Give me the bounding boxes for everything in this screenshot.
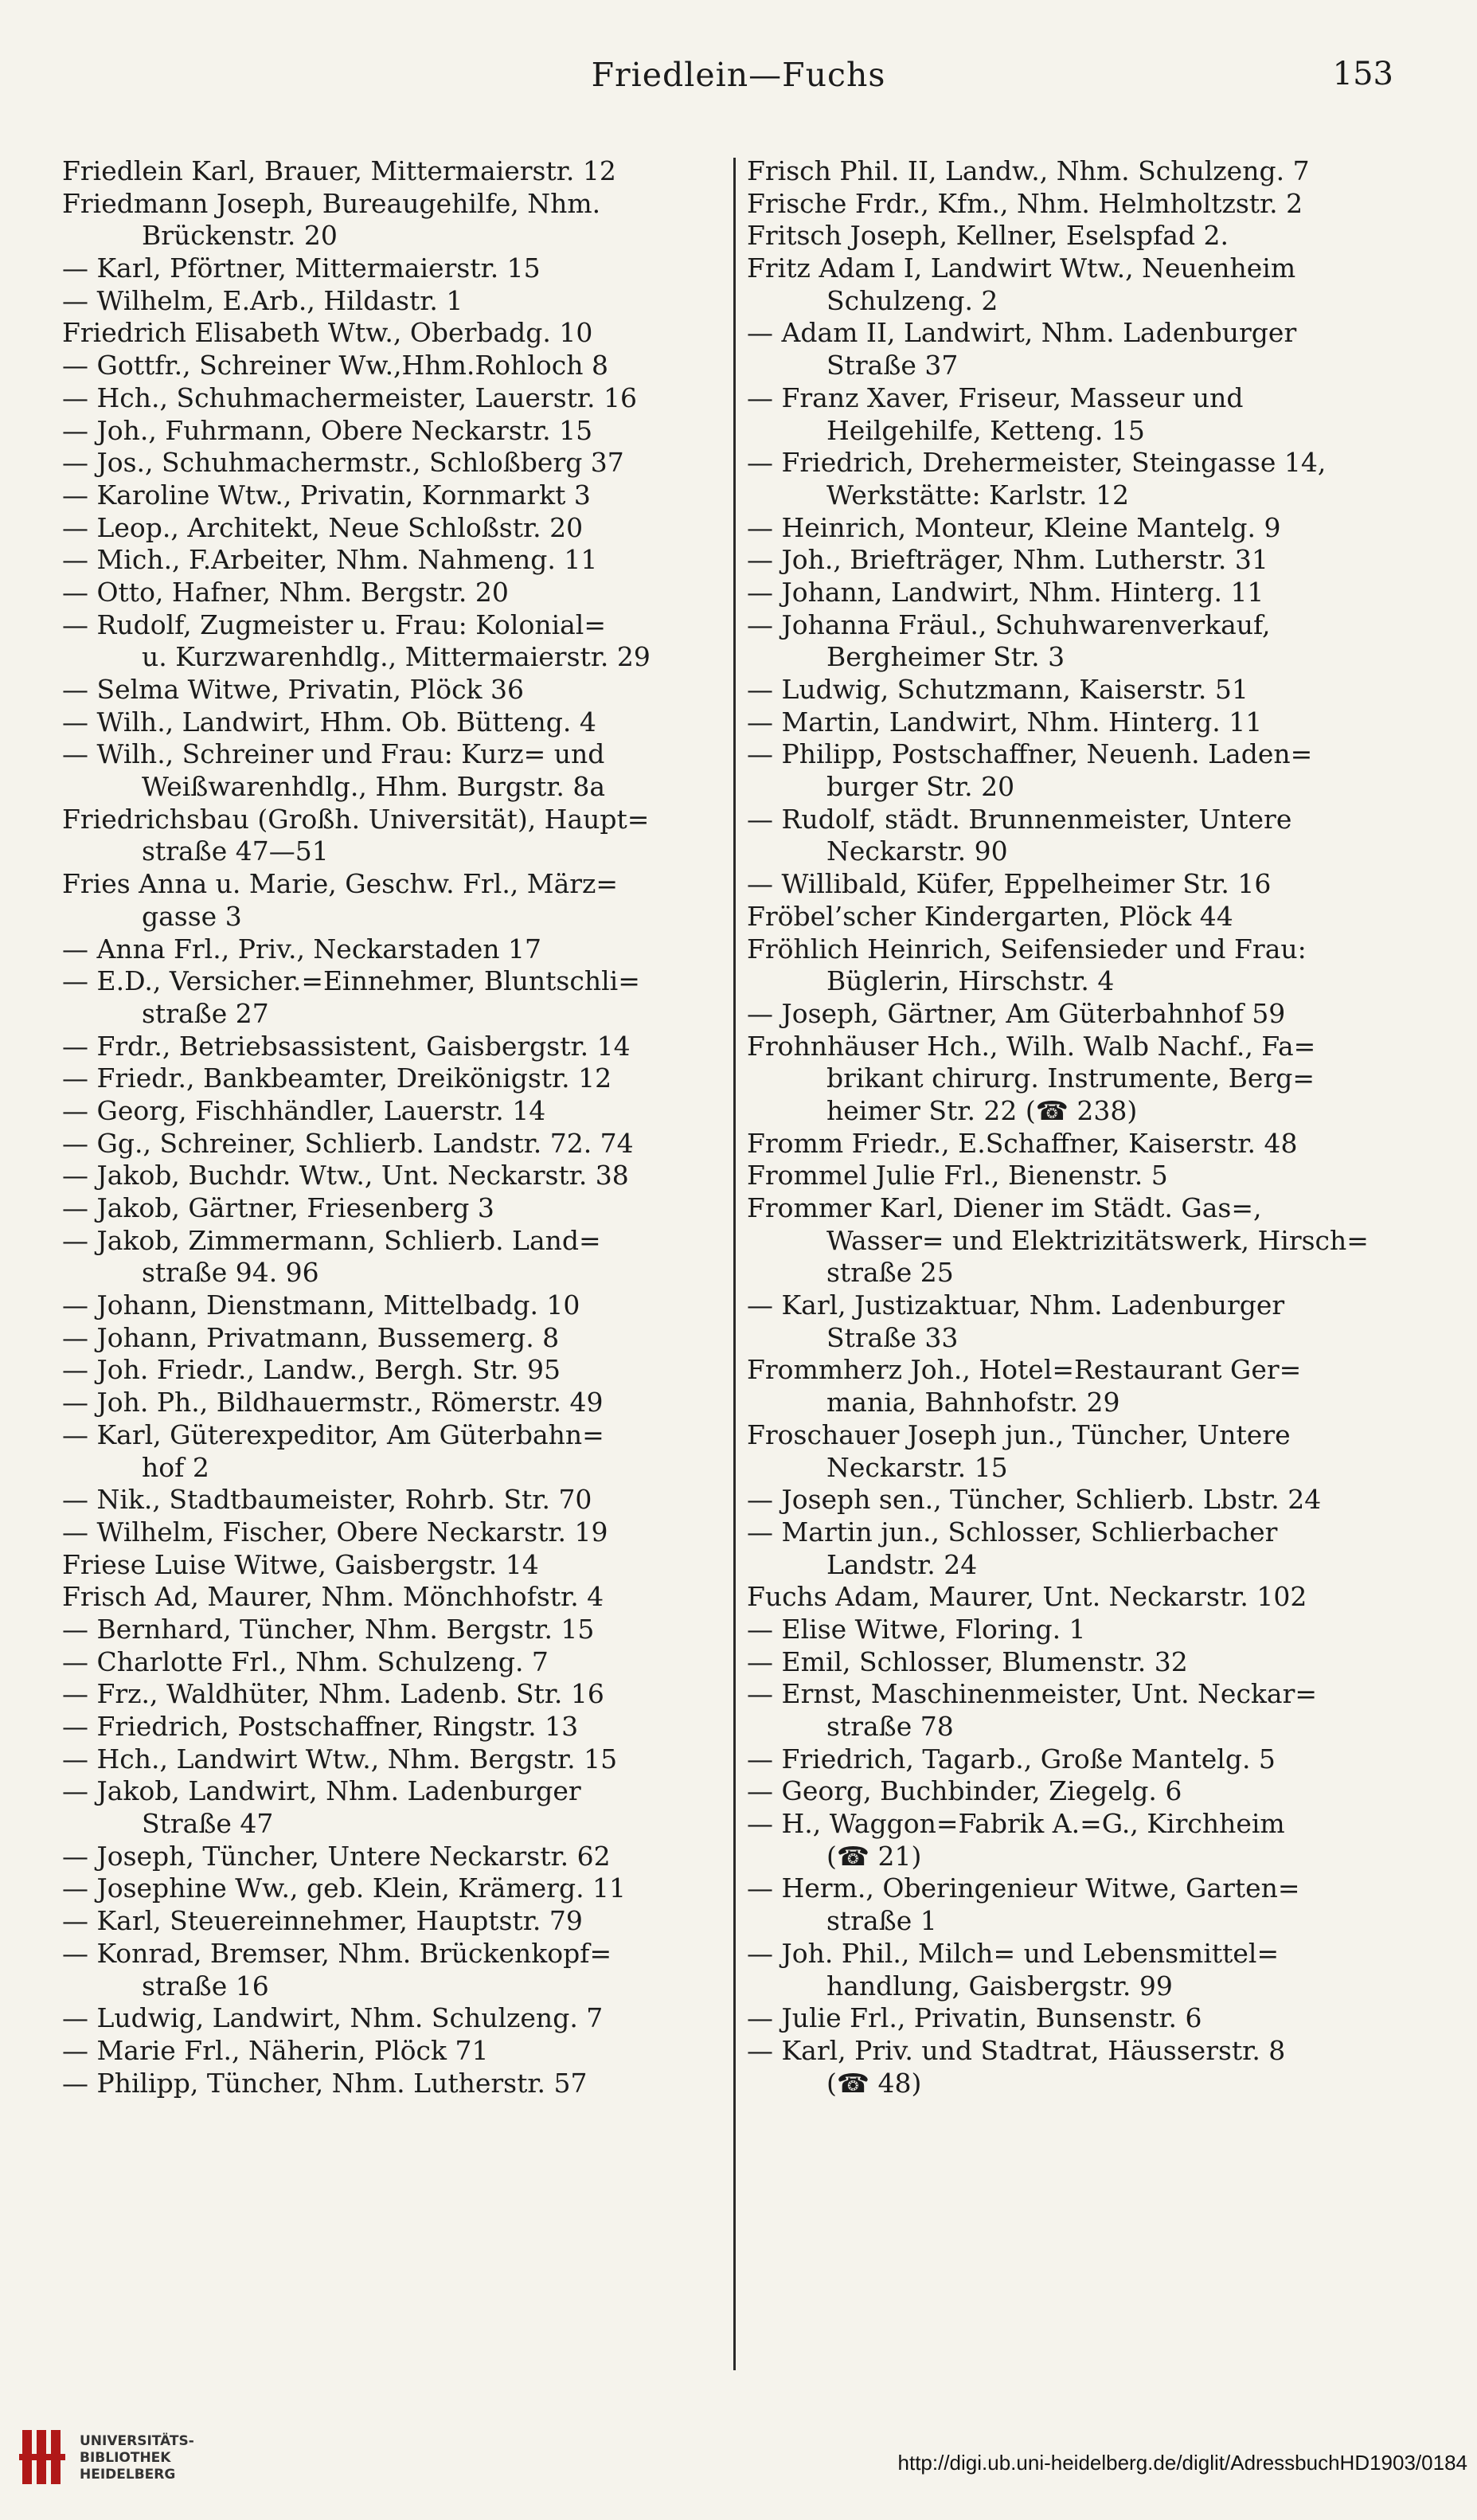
directory-entry-line: — Karl, Steuereinnehmer, Hauptstr. 79 [62, 1905, 583, 1937]
running-title: Friedlein—Fuchs [591, 56, 886, 94]
directory-entry-line: — Johanna Fräul., Schuhwarenverkauf, [747, 608, 1271, 640]
directory-entry-line: — Wilh., Landwirt, Hhm. Ob. Bütteng. 4 [62, 706, 596, 738]
directory-entry-line: straße 27 [142, 997, 269, 1029]
directory-entry-line: — Friedrich, Tagarb., Große Mantelg. 5 [747, 1743, 1276, 1775]
directory-entry-line: — Joh. Ph., Bildhauermstr., Römerstr. 49 [62, 1387, 604, 1418]
directory-entry-line: — Leop., Architekt, Neue Schloßstr. 20 [62, 511, 584, 543]
logo-line: HEIDELBERG [80, 2467, 176, 2483]
directory-entry-line: — Philipp, Postschaffner, Neuenh. Laden= [747, 738, 1313, 770]
directory-entry-line: (☎ 48) [826, 2067, 922, 2099]
directory-entry-line: — Joseph, Gärtner, Am Güterbahnhof 59 [747, 997, 1286, 1029]
directory-entry-line: — Martin jun., Schlosser, Schlierbacher [747, 1516, 1278, 1548]
library-logo-text [80, 2433, 194, 2483]
directory-entry-line: — Georg, Buchbinder, Ziegelg. 6 [747, 1775, 1182, 1807]
directory-entry-line: — Joseph sen., Tüncher, Schlierb. Lbstr. 24 [747, 1484, 1322, 1516]
directory-entry-line: straße 78 [826, 1711, 954, 1742]
directory-entry-line: — Jakob, Landwirt, Nhm. Ladenburger [62, 1775, 581, 1807]
directory-entry-line: — Frz., Waldhüter, Nhm. Ladenb. Str. 16 [62, 1678, 604, 1710]
directory-entry-line: — Friedrich, Drehermeister, Steingasse 14, [747, 447, 1327, 479]
directory-entry-line: Neckarstr. 90 [826, 835, 1008, 867]
directory-entry-line: straße 47—51 [142, 835, 329, 867]
directory-entry-line: Straße 47 [142, 1808, 274, 1840]
directory-entry-line: — Joh. Friedr., Landw., Bergh. Str. 95 [62, 1354, 561, 1386]
directory-entry-line: Frommherz Joh., Hotel=Restaurant Ger= [747, 1354, 1302, 1386]
directory-entry-line: — Adam II, Landwirt, Nhm. Ladenburger [747, 317, 1297, 349]
directory-entry-line: — Gottfr., Schreiner Ww.,Hhm.Rohloch 8 [62, 350, 608, 382]
directory-entry-line: Bergheimer Str. 3 [826, 641, 1065, 673]
directory-entry-line: — Konrad, Bremser, Nhm. Brückenkopf= [62, 1937, 612, 1969]
directory-entry-line: — Rudolf, Zugmeister u. Frau: Kolonial= [62, 608, 607, 640]
directory-entry-line: Fröhlich Heinrich, Seifensieder und Frau: [747, 933, 1307, 965]
directory-entry-line: brikant chirurg. Instrumente, Berg= [826, 1062, 1315, 1094]
page-footer [0, 2417, 1477, 2505]
directory-entry-line: Friese Luise Witwe, Gaisbergstr. 14 [62, 1548, 539, 1580]
directory-entry-line: — Julie Frl., Privatin, Bunsenstr. 6 [747, 2002, 1202, 2034]
directory-entry-line: — Bernhard, Tüncher, Nhm. Bergstr. 15 [62, 1613, 595, 1645]
directory-entry-line: Friedrichsbau (Großh. Universität), Haupt= [62, 803, 650, 835]
directory-entry-line: — Jakob, Buchdr. Wtw., Unt. Neckarstr. 38 [62, 1160, 629, 1192]
directory-entry-line: Friedrich Elisabeth Wtw., Oberbadg. 10 [62, 317, 593, 349]
page-number: 153 [1332, 56, 1393, 92]
directory-entry-line: Fritsch Joseph, Kellner, Eselspfad 2. [747, 220, 1229, 252]
directory-entry-line: — Frdr., Betriebsassistent, Gaisbergstr. 14 [62, 1030, 631, 1062]
directory-entry-line: — Friedrich, Postschaffner, Ringstr. 13 [62, 1711, 579, 1742]
directory-entry-line: — Karl, Güterexpeditor, Am Güterbahn= [62, 1418, 604, 1450]
directory-entry-line: — Mich., F.Arbeiter, Nhm. Nahmeng. 11 [62, 544, 598, 576]
directory-entry-line: Frohnhäuser Hch., Wilh. Walb Nachf., Fa= [747, 1030, 1316, 1062]
left-column [62, 155, 723, 2385]
directory-entry-line: u. Kurzwarenhdlg., Mittermaierstr. 29 [142, 641, 651, 673]
directory-entry-line: straße 1 [826, 1905, 937, 1937]
directory-entry-line: — Otto, Hafner, Nhm. Bergstr. 20 [62, 576, 509, 608]
directory-entry-line: (☎ 21) [826, 1840, 922, 1872]
directory-entry-line: straße 94. 96 [142, 1257, 319, 1289]
directory-entry-line: — Hch., Landwirt Wtw., Nhm. Bergstr. 15 [62, 1743, 618, 1775]
directory-entry-line: Froschauer Joseph jun., Tüncher, Untere [747, 1418, 1291, 1450]
directory-entry-line: — Joh., Fuhrmann, Obere Neckarstr. 15 [62, 414, 593, 446]
directory-entry-line: — Ludwig, Schutzmann, Kaiserstr. 51 [747, 674, 1248, 705]
directory-entry-line: — Anna Frl., Priv., Neckarstaden 17 [62, 933, 542, 965]
directory-entry-line: — Marie Frl., Näherin, Plöck 71 [62, 2034, 489, 2066]
directory-entry-line: Wasser= und Elektrizitätswerk, Hirsch= [826, 1224, 1369, 1256]
directory-entry-line: — H., Waggon=Fabrik A.=G., Kirchheim [747, 1808, 1285, 1840]
directory-entry-line: — Emil, Schlosser, Blumenstr. 32 [747, 1645, 1188, 1677]
directory-entry-line: Heilgehilfe, Ketteng. 15 [826, 414, 1145, 446]
directory-entry-line: Werkstätte: Karlstr. 12 [826, 479, 1130, 511]
directory-entry-line: — Josephine Ww., geb. Klein, Krämerg. 11 [62, 1872, 627, 1904]
directory-entry-line: Weißwarenhdlg., Hhm. Burgstr. 8a [142, 771, 606, 803]
directory-entry-line: — Wilhelm, Fischer, Obere Neckarstr. 19 [62, 1516, 608, 1548]
directory-entry-line: — Jakob, Zimmermann, Schlierb. Land= [62, 1224, 601, 1256]
directory-entry-line: — Johann, Landwirt, Nhm. Hinterg. 11 [747, 576, 1264, 608]
directory-entry-line: — Elise Witwe, Floring. 1 [747, 1613, 1086, 1645]
directory-entry-line: Fröbel’scher Kindergarten, Plöck 44 [747, 900, 1233, 932]
directory-entry-line: Fries Anna u. Marie, Geschw. Frl., März= [62, 868, 619, 900]
directory-entry-line: — Rudolf, städt. Brunnenmeister, Untere [747, 803, 1292, 835]
directory-entry-line: Frisch Ad, Maurer, Nhm. Mönchhofstr. 4 [62, 1581, 604, 1613]
directory-entry-line: — Joh. Phil., Milch= und Lebensmittel= [747, 1937, 1280, 1969]
directory-entry-line: mania, Bahnhofstr. 29 [826, 1387, 1120, 1418]
directory-entry-line: — Heinrich, Monteur, Kleine Mantelg. 9 [747, 511, 1281, 543]
directory-entry-line: Straße 37 [826, 350, 959, 382]
directory-entry-line: Fritz Adam I, Landwirt Wtw., Neuenheim [747, 252, 1296, 284]
directory-entry-line: — Hch., Schuhmachermeister, Lauerstr. 16 [62, 382, 638, 413]
directory-entry-line: handlung, Gaisbergstr. 99 [826, 1970, 1173, 2002]
logo-line: UNIVERSITÄTS- [80, 2433, 194, 2449]
directory-entry-line: straße 25 [826, 1257, 954, 1289]
directory-entry-line: straße 16 [142, 1970, 269, 2002]
directory-entry-line: Fromm Friedr., E.Schaffner, Kaiserstr. 48 [747, 1127, 1298, 1159]
directory-entry-line: — Friedr., Bankbeamter, Dreikönigstr. 12 [62, 1062, 612, 1094]
directory-entry-line: — Ernst, Maschinenmeister, Unt. Neckar= [747, 1678, 1318, 1710]
directory-entry-line: — Joh., Briefträger, Nhm. Lutherstr. 31 [747, 544, 1268, 576]
directory-entry-line: — Johann, Dienstmann, Mittelbadg. 10 [62, 1289, 580, 1321]
directory-entry-line: — E.D., Versicher.=Einnehmer, Bluntschli= [62, 965, 640, 997]
logo-line: BIBLIOTHEK [80, 2450, 171, 2466]
source-url-link[interactable]: http://digi.ub.uni-heidelberg.de/diglit/AdressbuchHD1903/0184 [897, 2451, 1467, 2475]
directory-entry-line: Straße 33 [826, 1321, 959, 1353]
directory-entry-line: heimer Str. 22 (☎ 238) [826, 1094, 1138, 1126]
page-header [0, 56, 1477, 112]
directory-entry-line: Fuchs Adam, Maurer, Unt. Neckarstr. 102 [747, 1581, 1307, 1613]
directory-entry-line: Friedmann Joseph, Bureaugehilfe, Nhm. [62, 187, 601, 219]
directory-entry-line: — Nik., Stadtbaumeister, Rohrb. Str. 70 [62, 1484, 592, 1516]
column-divider [733, 158, 736, 2370]
directory-entry-line: Frommel Julie Frl., Bienenstr. 5 [747, 1160, 1168, 1192]
library-logo-icon [16, 2425, 72, 2489]
directory-entry-line: Brückenstr. 20 [142, 220, 338, 252]
right-column [747, 155, 1400, 2385]
directory-entry-line: Neckarstr. 15 [826, 1451, 1008, 1483]
directory-entry-line: — Herm., Oberingenieur Witwe, Garten= [747, 1872, 1300, 1904]
directory-entry-line: — Ludwig, Landwirt, Nhm. Schulzeng. 7 [62, 2002, 604, 2034]
directory-entry-line: Schulzeng. 2 [826, 284, 998, 316]
directory-entry-line: Landstr. 24 [826, 1548, 978, 1580]
directory-entry-line: hof 2 [142, 1451, 209, 1483]
directory-entry-line: — Jakob, Gärtner, Friesenberg 3 [62, 1192, 494, 1223]
directory-entry-line: Frommer Karl, Diener im Städt. Gas=, [747, 1192, 1262, 1223]
directory-entry-line: — Franz Xaver, Friseur, Masseur und [747, 382, 1244, 413]
directory-entry-line: — Wilhelm, E.Arb., Hildastr. 1 [62, 284, 463, 316]
directory-entry-line: gasse 3 [142, 900, 242, 932]
directory-entry-line: Friedlein Karl, Brauer, Mittermaierstr. 12 [62, 155, 616, 186]
directory-entry-line: — Johann, Privatmann, Bussemerg. 8 [62, 1321, 560, 1353]
directory-entry-line: — Martin, Landwirt, Nhm. Hinterg. 11 [747, 706, 1263, 738]
directory-entry-line: — Karl, Priv. und Stadtrat, Häusserstr. 8 [747, 2034, 1286, 2066]
directory-entry-line: — Wilh., Schreiner und Frau: Kurz= und [62, 738, 605, 770]
directory-entry-line: — Philipp, Tüncher, Nhm. Lutherstr. 57 [62, 2067, 588, 2099]
directory-entry-line: — Gg., Schreiner, Schlierb. Landstr. 72. 74 [62, 1127, 634, 1159]
directory-entry-line: — Charlotte Frl., Nhm. Schulzeng. 7 [62, 1645, 549, 1677]
directory-entry-line: — Joseph, Tüncher, Untere Neckarstr. 62 [62, 1840, 611, 1872]
directory-entry-line: — Selma Witwe, Privatin, Plöck 36 [62, 674, 525, 705]
directory-entry-line: burger Str. 20 [826, 771, 1015, 803]
directory-entry-line: — Georg, Fischhändler, Lauerstr. 14 [62, 1094, 546, 1126]
directory-entry-line: — Karl, Justizaktuar, Nhm. Ladenburger [747, 1289, 1285, 1321]
directory-entry-line: Frisch Phil. II, Landw., Nhm. Schulzeng. 7 [747, 155, 1310, 186]
directory-entry-line: — Jos., Schuhmachermstr., Schloßberg 37 [62, 447, 624, 479]
directory-entry-line: — Karoline Wtw., Privatin, Kornmarkt 3 [62, 479, 591, 511]
directory-entry-line: — Willibald, Küfer, Eppelheimer Str. 16 [747, 868, 1272, 900]
directory-entry-line: Frische Frdr., Kfm., Nhm. Helmholtzstr. 2 [747, 187, 1303, 219]
directory-entry-line: Büglerin, Hirschstr. 4 [826, 965, 1115, 997]
directory-entry-line: — Karl, Pförtner, Mittermaierstr. 15 [62, 252, 541, 284]
